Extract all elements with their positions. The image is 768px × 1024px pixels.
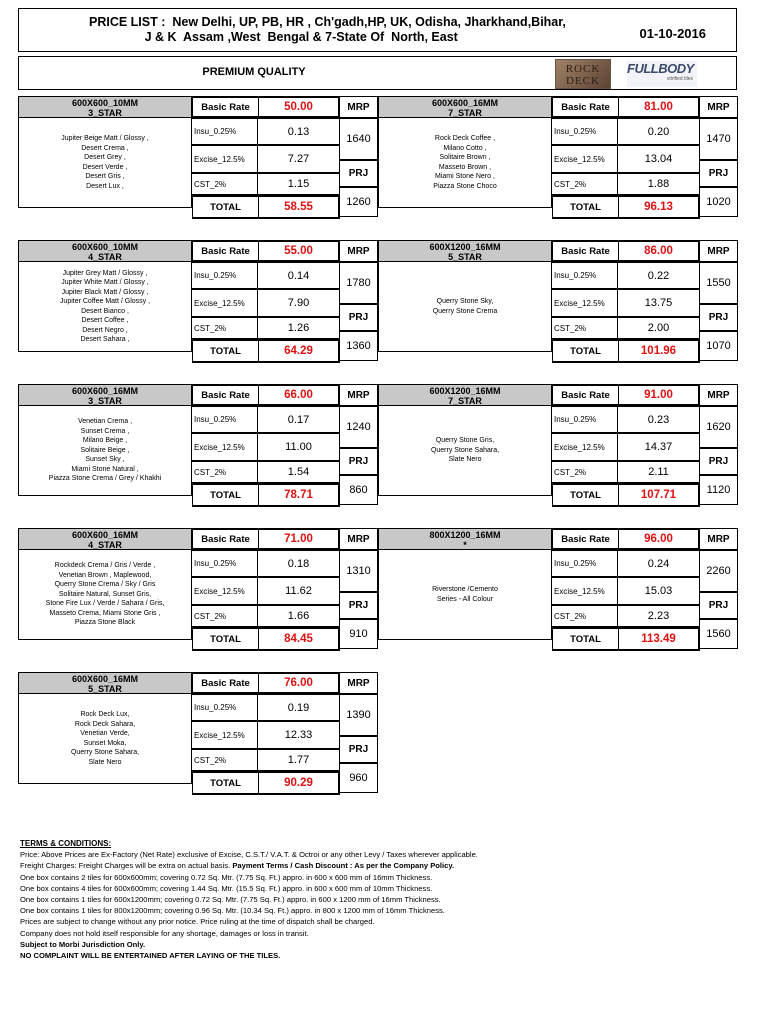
cst-value: 1.26 xyxy=(287,322,310,334)
prj-label: PRJ xyxy=(340,304,378,331)
terms-box-2: One box contains 4 tiles for 600x600mm; covering 1.44 Sq. Mtr. (15.5 Sq. Ft.) appro. in 600 x 600 mm of 10mm Thickness. xyxy=(20,883,433,893)
excise-value: 7.90 xyxy=(287,297,310,309)
product-size: 600X600_10MM xyxy=(71,98,139,108)
excise-value: 14.37 xyxy=(644,441,673,453)
insurance-label: Insu_0.25% xyxy=(192,263,258,288)
excise-label: Excise_12.5% xyxy=(192,434,258,460)
basic-rate-value: 86.00 xyxy=(644,245,673,257)
prj-value: 1560 xyxy=(700,619,738,649)
excise-label: Excise_12.5% xyxy=(552,290,618,316)
prj-label: PRJ xyxy=(700,160,738,187)
cst-value: 1.54 xyxy=(287,466,310,478)
total-label: TOTAL xyxy=(193,341,259,361)
basic-rate-value: 96.00 xyxy=(644,533,673,545)
cst-label: CST_2% xyxy=(552,462,618,482)
total-row xyxy=(192,339,340,363)
terms-box-1: One box contains 2 tiles for 600x600mm; covering 0.72 Sq. Mtr. (7.75 Sq. Ft.) appro. in 600 x 600 mm of 16mm Thickness. xyxy=(20,872,433,882)
mrp-column xyxy=(700,528,738,640)
total-label: TOTAL xyxy=(193,629,259,649)
mrp-label: MRP xyxy=(700,96,738,118)
total-row xyxy=(552,339,700,363)
prj-label: PRJ xyxy=(340,448,378,475)
prj-label: PRJ xyxy=(700,592,738,619)
basic-rate-label: Basic Rate xyxy=(193,386,259,404)
quality-banner xyxy=(18,56,737,90)
product-size: 600X1200_16MM xyxy=(429,386,501,396)
basic-rate-row xyxy=(192,672,340,694)
excise-label: Excise_12.5% xyxy=(192,722,258,748)
excise-value: 15.03 xyxy=(644,585,673,597)
basic-rate-row xyxy=(552,384,700,406)
total-row xyxy=(192,771,340,795)
excise-row xyxy=(552,577,700,605)
cst-label: CST_2% xyxy=(192,750,258,770)
product-size: 600X600_10MM xyxy=(71,242,139,252)
terms-price-change: Prices are subject to change without any prior notice. Price ruling at the time of dispatch shall be charged. xyxy=(20,917,375,927)
mrp-value: 1640 xyxy=(340,118,378,160)
basic-rate-row xyxy=(192,96,340,118)
terms-and-conditions xyxy=(20,838,750,961)
cst-value: 1.15 xyxy=(287,178,310,190)
insurance-label: Insu_0.25% xyxy=(192,119,258,144)
terms-box-3: One box contains 1 tiles for 600x1200mm; covering 0.72 Sq. Mtr. (7.75 Sq. Ft.) appro. in 600 x 1200 mm of 16mm Thickness. xyxy=(20,895,441,905)
excise-label: Excise_12.5% xyxy=(192,290,258,316)
insurance-row xyxy=(552,262,700,289)
insurance-row xyxy=(192,694,340,721)
prj-value: 860 xyxy=(340,475,378,505)
rate-breakdown xyxy=(192,240,340,357)
cst-label: CST_2% xyxy=(192,606,258,626)
mrp-value: 1390 xyxy=(340,694,378,736)
fullbody-logo-text: FULLBODY xyxy=(627,61,694,76)
basic-rate-value: 71.00 xyxy=(284,533,313,545)
excise-row xyxy=(552,145,700,173)
insurance-value: 0.18 xyxy=(287,557,310,570)
total-label: TOTAL xyxy=(553,485,619,505)
prj-value: 1260 xyxy=(340,187,378,217)
basic-rate-label: Basic Rate xyxy=(193,242,259,260)
insurance-value: 0.22 xyxy=(647,269,670,282)
excise-value: 11.62 xyxy=(285,585,312,597)
excise-row xyxy=(192,433,340,461)
product-grade: 5_STAR xyxy=(448,252,482,262)
terms-jurisdiction: Subject to Morbi Jurisdiction Only. xyxy=(20,939,146,949)
mrp-column xyxy=(700,384,738,496)
fullbody-logo xyxy=(627,61,697,87)
basic-rate-value: 91.00 xyxy=(644,389,673,401)
product-grade: 5_STAR xyxy=(88,684,122,694)
total-value: 84.45 xyxy=(284,633,313,645)
prj-label: PRJ xyxy=(340,736,378,763)
terms-heading: TERMS & CONDITIONS: xyxy=(20,839,112,848)
total-value: 96.13 xyxy=(644,201,673,213)
cst-row xyxy=(192,461,340,483)
excise-row xyxy=(552,433,700,461)
insurance-label: Insu_0.25% xyxy=(552,551,618,576)
cst-value: 2.00 xyxy=(647,322,670,334)
product-size: 600X1200_16MM xyxy=(429,242,501,252)
product-description: Rock Deck Coffee , Milano Cotto , Solitaire Brown , Masseto Brown , Miami Stone Nero , Piazza Stone Choco xyxy=(378,118,552,208)
cst-label: CST_2% xyxy=(192,318,258,338)
excise-value: 13.04 xyxy=(644,153,673,165)
insurance-label: Insu_0.25% xyxy=(192,407,258,432)
mrp-label: MRP xyxy=(700,528,738,550)
basic-rate-row xyxy=(552,96,700,118)
mrp-label: MRP xyxy=(340,240,378,262)
product-size-header xyxy=(378,384,552,406)
mrp-value: 1780 xyxy=(340,262,378,304)
cst-label: CST_2% xyxy=(552,174,618,194)
basic-rate-label: Basic Rate xyxy=(193,98,259,116)
cst-row xyxy=(552,317,700,339)
rate-breakdown xyxy=(552,384,700,501)
insurance-row xyxy=(552,406,700,433)
basic-rate-row xyxy=(192,240,340,262)
mrp-column xyxy=(340,384,378,496)
product-size-header xyxy=(18,96,192,118)
total-value: 90.29 xyxy=(284,777,313,789)
prj-value: 910 xyxy=(340,619,378,649)
mrp-column xyxy=(340,96,378,208)
product-size-header xyxy=(378,96,552,118)
total-row xyxy=(552,195,700,219)
insurance-row xyxy=(192,118,340,145)
basic-rate-label: Basic Rate xyxy=(553,386,619,404)
insurance-value: 0.20 xyxy=(647,125,670,138)
terms-complaint: NO COMPLAINT WILL BE ENTERTAINED AFTER LAYING OF THE TILES. xyxy=(20,951,281,961)
cst-row xyxy=(552,173,700,195)
mrp-column xyxy=(700,240,738,352)
mrp-column xyxy=(340,672,378,784)
terms-liability: Company does not hold itself responsible for any shortage, damages or loss in transit. xyxy=(20,928,309,938)
excise-value: 13.75 xyxy=(644,297,673,309)
cst-row xyxy=(552,461,700,483)
mrp-column xyxy=(340,528,378,640)
basic-rate-row xyxy=(192,528,340,550)
insurance-value: 0.17 xyxy=(287,413,310,426)
insurance-row xyxy=(192,262,340,289)
product-description: Querry Stone Gris, Querry Stone Sahara, Slate Nero xyxy=(378,406,552,496)
cst-value: 2.23 xyxy=(647,610,670,622)
basic-rate-label: Basic Rate xyxy=(193,674,259,692)
cst-label: CST_2% xyxy=(552,606,618,626)
mrp-column xyxy=(700,96,738,208)
price-list-date: 01-10-2016 xyxy=(639,26,706,41)
product-block xyxy=(378,384,738,501)
product-block xyxy=(18,528,378,645)
rate-breakdown xyxy=(192,528,340,645)
product-size: 600X600_16MM xyxy=(71,386,139,396)
quality-title: PREMIUM QUALITY xyxy=(202,66,306,78)
cst-value: 1.66 xyxy=(287,610,310,622)
basic-rate-value: 55.00 xyxy=(284,245,313,257)
insurance-row xyxy=(192,550,340,577)
cst-row xyxy=(192,317,340,339)
rate-breakdown xyxy=(552,528,700,645)
mrp-label: MRP xyxy=(340,96,378,118)
prj-label: PRJ xyxy=(340,592,378,619)
cst-label: CST_2% xyxy=(192,462,258,482)
insurance-label: Insu_0.25% xyxy=(552,119,618,144)
insurance-label: Insu_0.25% xyxy=(192,695,258,720)
basic-rate-label: Basic Rate xyxy=(193,530,259,548)
basic-rate-row xyxy=(552,240,700,262)
basic-rate-row xyxy=(192,384,340,406)
product-block xyxy=(18,96,378,213)
product-grade: 7_STAR xyxy=(448,108,482,118)
terms-freight-line xyxy=(20,860,750,871)
product-description: Venetian Crema , Sunset Crema , Milano Beige , Solitaire Beige , Sunset Sky , Miami Stone Natural , Piazza Stone Crema / Grey / Khakhi xyxy=(18,406,192,496)
excise-label: Excise_12.5% xyxy=(552,434,618,460)
total-row xyxy=(192,195,340,219)
excise-row xyxy=(552,289,700,317)
product-grade: 4_STAR xyxy=(88,540,122,550)
mrp-value: 1620 xyxy=(700,406,738,448)
insurance-value: 0.14 xyxy=(287,269,310,282)
insurance-value: 0.24 xyxy=(647,557,670,570)
excise-row xyxy=(192,289,340,317)
excise-label: Excise_12.5% xyxy=(552,578,618,604)
basic-rate-value: 50.00 xyxy=(284,101,313,113)
excise-value: 7.27 xyxy=(287,153,310,165)
basic-rate-value: 81.00 xyxy=(644,101,673,113)
product-grade: 4_STAR xyxy=(88,252,122,262)
product-description: Rockdeck Crema / Gris / Verde , Venetian Brown , Maplewood, Querry Stone Crema / Sky / Gris Solitaire Natural, Sunset Gris, Stone Fire Lux / Verde / Sahara / Gris, Masseto Crema, Miami Stone Gris , Piazza Stone Black xyxy=(18,550,192,640)
fullbody-logo-sub: vitrified tiles xyxy=(666,76,693,82)
rate-breakdown xyxy=(552,96,700,213)
insurance-row xyxy=(552,550,700,577)
cst-value: 1.88 xyxy=(647,178,670,190)
insurance-row xyxy=(192,406,340,433)
prj-label: PRJ xyxy=(700,448,738,475)
rate-breakdown xyxy=(192,672,340,789)
price-list-header xyxy=(18,8,737,52)
cst-row xyxy=(552,605,700,627)
excise-label: Excise_12.5% xyxy=(552,146,618,172)
excise-row xyxy=(192,577,340,605)
insurance-row xyxy=(552,118,700,145)
mrp-label: MRP xyxy=(340,672,378,694)
total-value: 113.49 xyxy=(641,633,676,645)
product-block xyxy=(378,528,738,645)
mrp-label: MRP xyxy=(700,240,738,262)
product-size-header xyxy=(18,528,192,550)
prj-label: PRJ xyxy=(700,304,738,331)
product-block xyxy=(18,240,378,357)
mrp-label: MRP xyxy=(340,384,378,406)
excise-row xyxy=(192,721,340,749)
product-size: 600X600_16MM xyxy=(71,530,139,540)
basic-rate-label: Basic Rate xyxy=(553,242,619,260)
terms-payment: Payment Terms / Cash Discount : As per the Company Policy. xyxy=(232,861,455,871)
cst-row xyxy=(192,605,340,627)
terms-price: Price: Above Prices are Ex-Factory (Net Rate) exclusive of Excise, C.S.T./ V.A.T. & Octroi or any other Levy / Taxes wherever applicable. xyxy=(20,850,478,860)
product-size-header xyxy=(378,528,552,550)
product-block xyxy=(378,240,738,357)
product-description: Riverstone /Cemento Series - All Colour xyxy=(378,550,552,640)
excise-label: Excise_12.5% xyxy=(192,146,258,172)
product-size-header xyxy=(18,384,192,406)
prj-value: 1120 xyxy=(700,475,738,505)
mrp-label: MRP xyxy=(340,528,378,550)
terms-freight: Freight Charges: Freight Charges will be extra on actual basis. xyxy=(20,861,233,871)
prj-value: 1360 xyxy=(340,331,378,361)
total-value: 107.71 xyxy=(640,489,677,501)
cst-row xyxy=(192,173,340,195)
total-row xyxy=(192,627,340,651)
excise-value: 11.00 xyxy=(285,441,312,453)
product-description: Jupiter Grey Matt / Glossy , Jupiter White Matt / Glossy , Jupiter Black Matt / Glossy , Jupiter Coffee Matt / Glossy , Desert Bianco , Desert Coffee , Desert Negro , Desert Sahara , xyxy=(18,262,192,352)
mrp-value: 1550 xyxy=(700,262,738,304)
total-label: TOTAL xyxy=(553,341,619,361)
mrp-value: 1470 xyxy=(700,118,738,160)
product-description: Rock Deck Lux, Rock Deck Sahara, Venetian Verde, Sunset Moka, Querry Stone Sahara, Slate Nero xyxy=(18,694,192,784)
excise-value: 12.33 xyxy=(284,729,313,741)
product-grade: 3_STAR xyxy=(88,396,122,406)
total-row xyxy=(192,483,340,507)
mrp-value: 1240 xyxy=(340,406,378,448)
prj-value: 960 xyxy=(340,763,378,793)
product-size-header xyxy=(18,240,192,262)
product-block xyxy=(378,96,738,213)
cst-label: CST_2% xyxy=(552,318,618,338)
product-description: Jupiter Beige Matt / Glossy , Desert Crema , Desert Grey , Desert Verde , Desert Gris , Desert Lux , xyxy=(18,118,192,208)
insurance-label: Insu_0.25% xyxy=(192,551,258,576)
insurance-label: Insu_0.25% xyxy=(552,263,618,288)
total-value: 101.96 xyxy=(640,345,677,357)
basic-rate-label: Basic Rate xyxy=(553,98,619,116)
total-value: 78.71 xyxy=(284,489,313,501)
insurance-value: 0.23 xyxy=(647,413,670,426)
total-label: TOTAL xyxy=(553,629,619,649)
mrp-column xyxy=(340,240,378,352)
total-label: TOTAL xyxy=(193,773,259,793)
insurance-value: 0.19 xyxy=(287,701,310,714)
prj-value: 1070 xyxy=(700,331,738,361)
total-label: TOTAL xyxy=(553,197,619,217)
rate-breakdown xyxy=(192,384,340,501)
rock-deck-logo xyxy=(555,59,611,89)
cst-row xyxy=(192,749,340,771)
total-label: TOTAL xyxy=(193,197,259,217)
product-grade: 7_STAR xyxy=(448,396,482,406)
basic-rate-value: 76.00 xyxy=(284,677,313,689)
mrp-label: MRP xyxy=(700,384,738,406)
product-block xyxy=(18,672,378,789)
excise-label: Excise_12.5% xyxy=(192,578,258,604)
insurance-value: 0.13 xyxy=(287,125,310,138)
rate-breakdown xyxy=(192,96,340,213)
prj-label: PRJ xyxy=(340,160,378,187)
product-size: 600X600_16MM xyxy=(431,98,499,108)
product-block xyxy=(18,384,378,501)
product-size: 600X600_16MM xyxy=(71,674,139,684)
product-size-header xyxy=(378,240,552,262)
cst-value: 1.77 xyxy=(287,754,310,766)
mrp-value: 1310 xyxy=(340,550,378,592)
cst-value: 2.11 xyxy=(648,466,669,478)
product-grade: * xyxy=(463,540,467,550)
prj-value: 1020 xyxy=(700,187,738,217)
total-row xyxy=(552,483,700,507)
basic-rate-row xyxy=(552,528,700,550)
price-list-title: PRICE LIST : New Delhi, UP, PB, HR , Ch'gadh,HP, UK, Odisha, Jharkhand,Bihar, J & K Assam ,West Bengal & 7-State Of North, East xyxy=(89,15,566,44)
rate-breakdown xyxy=(552,240,700,357)
basic-rate-label: Basic Rate xyxy=(553,530,619,548)
product-grade: 3_STAR xyxy=(88,108,122,118)
cst-label: CST_2% xyxy=(192,174,258,194)
product-description: Querry Stone Sky, Querry Stone Crema xyxy=(378,262,552,352)
total-value: 64.29 xyxy=(284,345,313,357)
basic-rate-value: 66.00 xyxy=(284,389,313,401)
product-size: 800X1200_16MM xyxy=(429,530,501,540)
excise-row xyxy=(192,145,340,173)
rock-deck-logo-text: ROCK DECK xyxy=(565,63,601,87)
product-size-header xyxy=(18,672,192,694)
total-label: TOTAL xyxy=(193,485,259,505)
total-row xyxy=(552,627,700,651)
terms-box-4: One box contains 1 tiles for 800x1200mm; covering 0.96 Sq. Mtr. (10.34 Sq. Ft.) appro. in 800 x 1200 mm of 16mm Thickness. xyxy=(20,906,445,916)
total-value: 58.55 xyxy=(284,201,313,213)
mrp-value: 2260 xyxy=(700,550,738,592)
insurance-label: Insu_0.25% xyxy=(552,407,618,432)
